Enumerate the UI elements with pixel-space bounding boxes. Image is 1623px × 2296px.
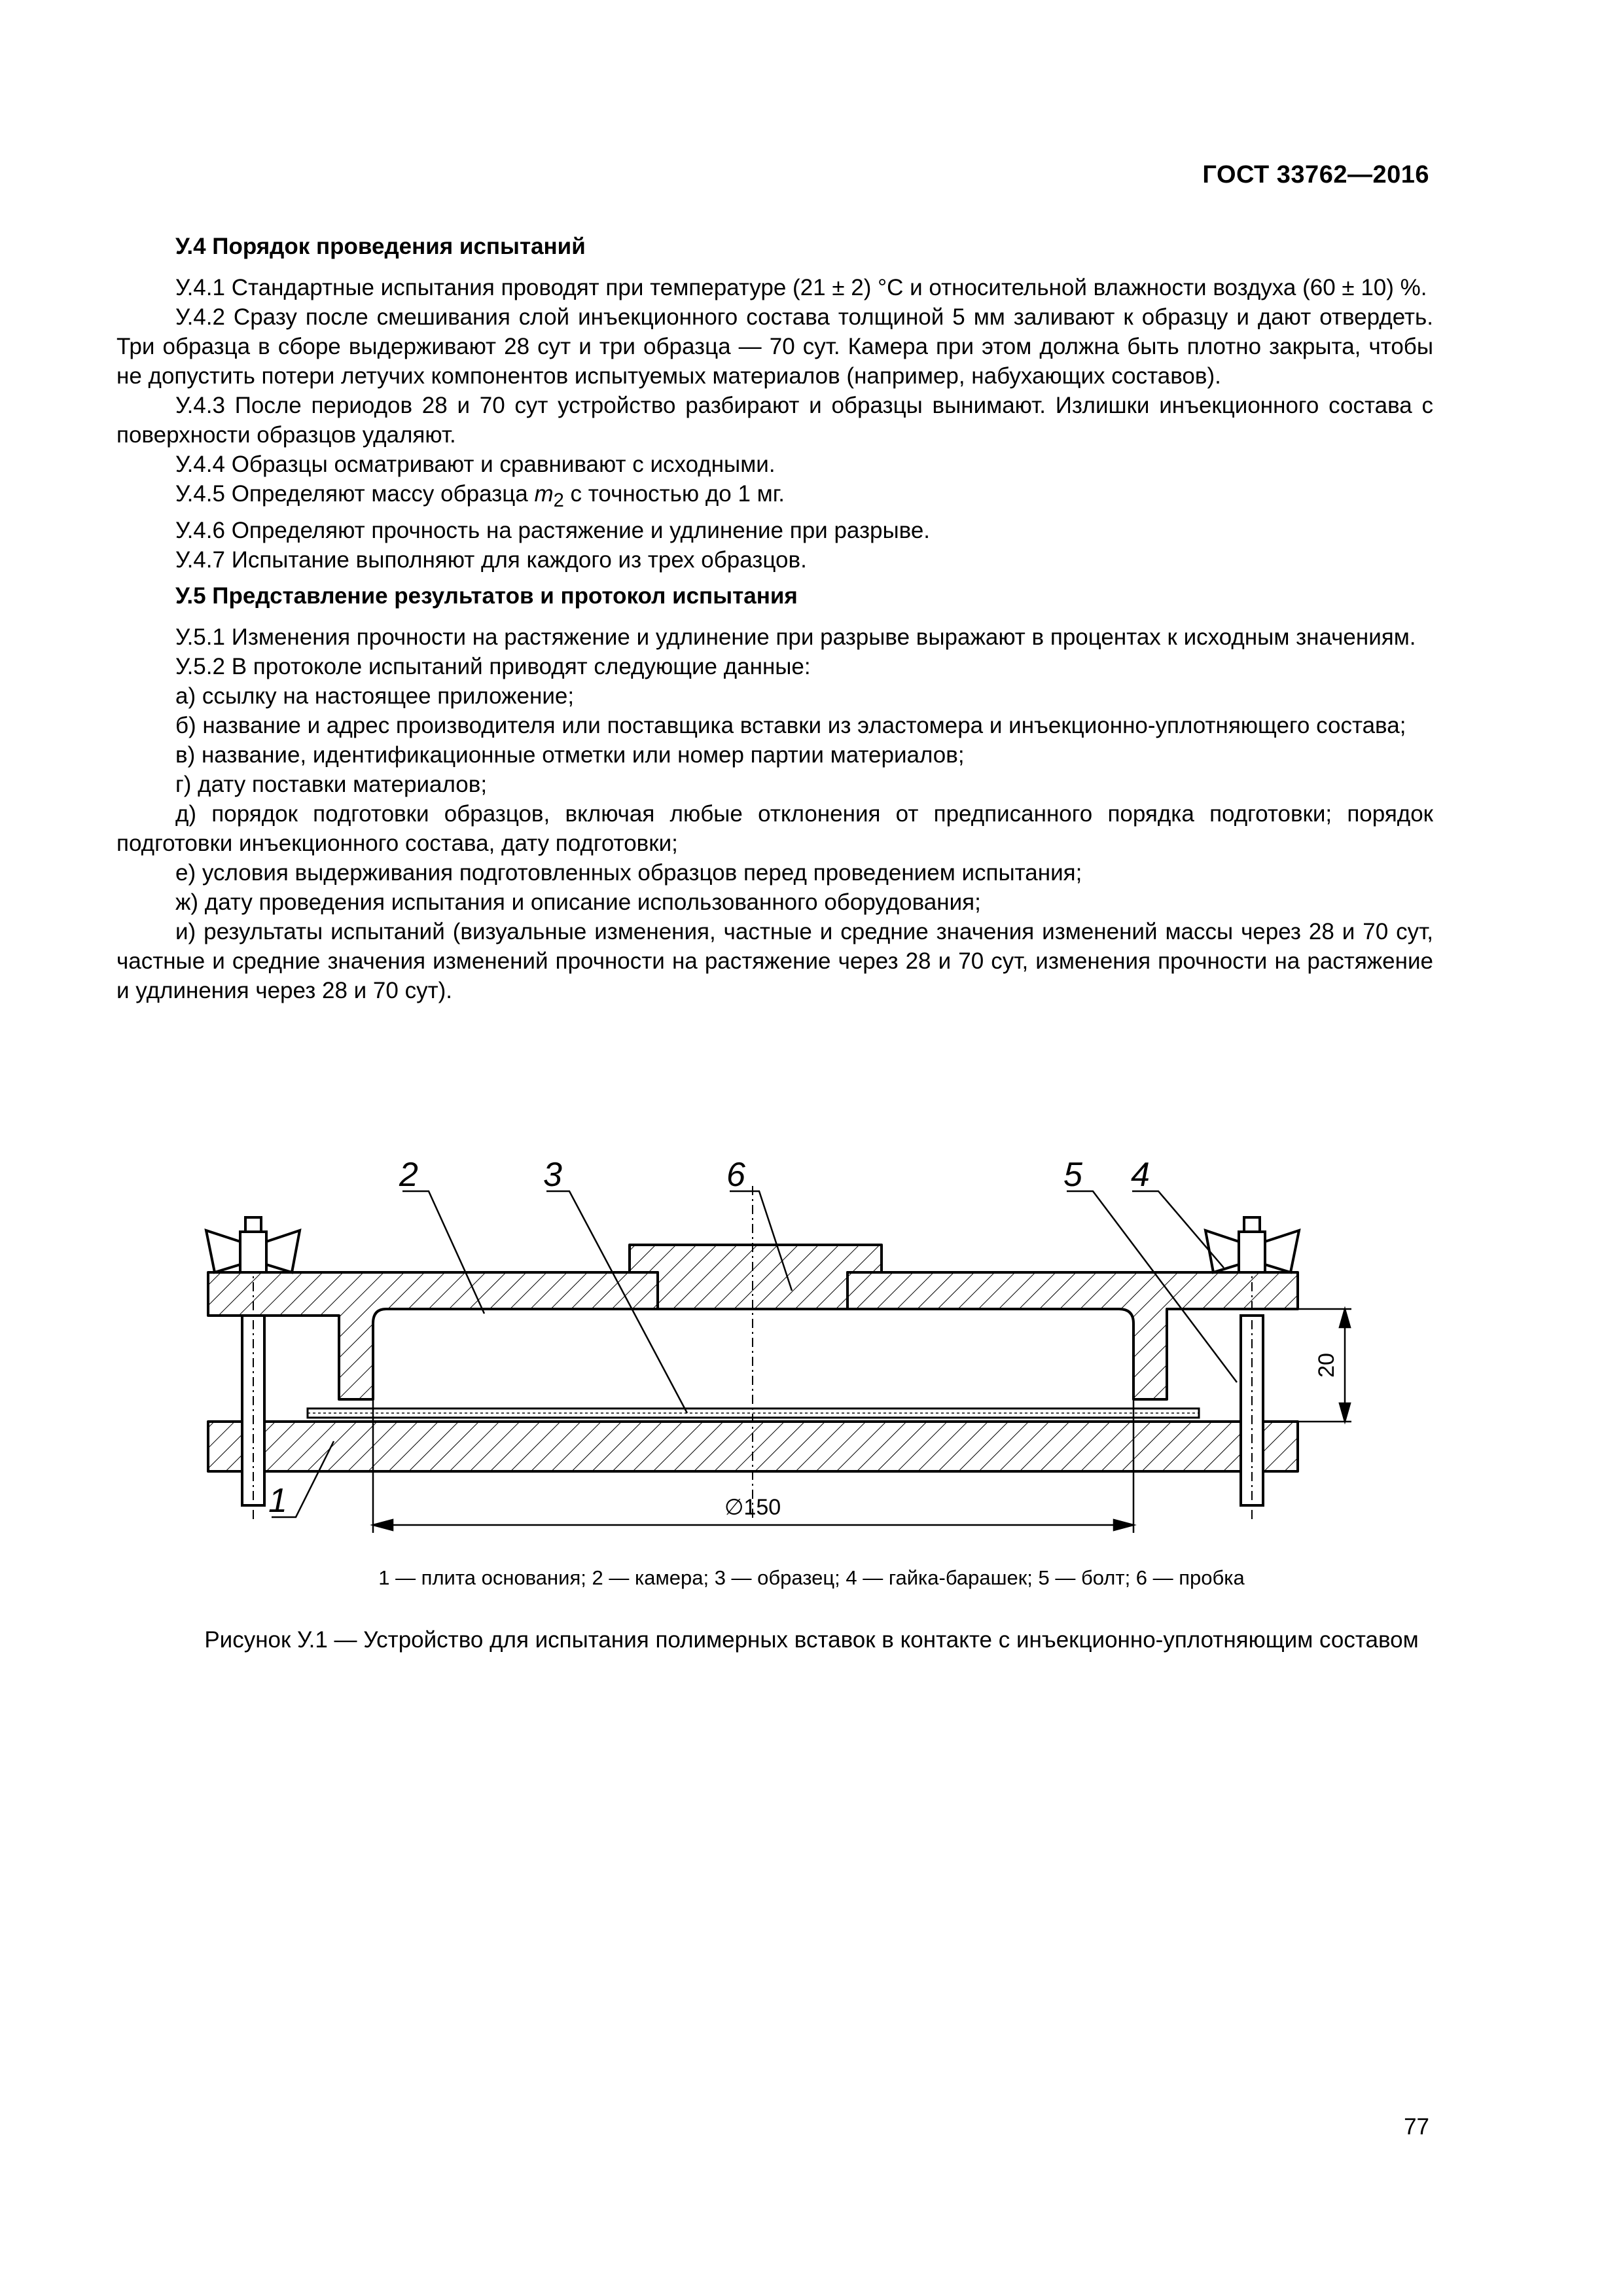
- document-body: [116, 232, 1433, 1005]
- list-item-g: г) дату поставки материалов;: [175, 772, 488, 797]
- plug: [630, 1245, 882, 1309]
- paragraph-u5-2: У.5.2 В протоколе испытаний приводят следующие данные:: [175, 654, 811, 679]
- callout-3: 3: [543, 1156, 562, 1194]
- chamber-left: [208, 1272, 658, 1399]
- callout-2: 2: [399, 1156, 418, 1194]
- paragraph-u4-5-text: У.4.5 Определяют массу образца: [175, 481, 535, 507]
- paragraph-u4-5-tail: с точностью до 1 мг.: [563, 481, 785, 507]
- mass-subscript: 2: [553, 490, 564, 511]
- callout-1: 1: [268, 1482, 287, 1520]
- wing-nut-left: [206, 1217, 300, 1272]
- callout-4: 4: [1131, 1156, 1150, 1194]
- list-item-v: в) название, идентификационные отметки или номер партии материалов;: [175, 742, 965, 768]
- list-item-e: е) условия выдерживания подготовленных образцов перед проведением испытания;: [175, 860, 1082, 886]
- figure-legend: 1 — плита основания; 2 — камера; 3 — образец; 4 — гайка-барашек; 5 — болт; 6 — пробка: [378, 1566, 1245, 1589]
- paragraph-u4-3: У.4.3 После периодов 28 и 70 сут устройство разбирают и образцы вынимают. Излишки инъекционного состава с поверхности образцов удаляют.: [116, 393, 1433, 448]
- height-dimension-label: 20: [1314, 1353, 1339, 1378]
- list-item-b: б) название и адрес производителя или поставщика вставки из эластомера и инъекционно-уплотняющего состава;: [175, 713, 1406, 738]
- list-item-i: и) результаты испытаний (визуальные изменения, частные и средние значения изменений массы через 28 и 70 сут, частные и средние значения изменений прочности на растяжение через 28 и 70 сут, изменения прочности на растяжение и удлинения через 28 и 70 сут).: [116, 919, 1433, 1003]
- document-code: ГОСТ 33762—2016: [1202, 161, 1429, 188]
- device-drawing-svg: [177, 1153, 1368, 1579]
- mass-symbol: m: [534, 481, 554, 507]
- figure-caption: Рисунок У.1 — Устройство для испытания полимерных вставок в контакте с инъекционно-уплотняющим составом: [204, 1627, 1419, 1653]
- wing-nut-right: [1205, 1217, 1299, 1272]
- list-item-d: д) порядок подготовки образцов, включая любые отклонения от предписанного порядка подготовки; порядок подготовки инъекционного состава, дату подготовки;: [116, 801, 1433, 856]
- callout-6: 6: [726, 1156, 745, 1194]
- diameter-dimension-label: ∅150: [724, 1495, 781, 1520]
- chamber-right: [847, 1272, 1298, 1399]
- figure-u1-drawing: [177, 1153, 1368, 1579]
- paragraph-u4-1: У.4.1 Стандартные испытания проводят при температуре (21 ± 2) °С и относительной влажности воздуха (60 ± 10) %.: [175, 275, 1427, 300]
- paragraph-u4-4: У.4.4 Образцы осматривают и сравнивают с исходными.: [175, 452, 776, 477]
- section-heading-u5: У.5 Представление результатов и протокол испытания: [175, 583, 798, 609]
- paragraph-u4-5: [116, 479, 1433, 516]
- callout-5: 5: [1063, 1156, 1082, 1194]
- list-item-zh: ж) дату проведения испытания и описание использованного оборудования;: [175, 889, 981, 915]
- list-item-a: а) ссылку на настоящее приложение;: [175, 683, 575, 709]
- paragraph-u4-6: У.4.6 Определяют прочность на растяжение и удлинение при разрыве.: [175, 518, 931, 543]
- page-number: 77: [1404, 2114, 1429, 2140]
- paragraph-u4-7: У.4.7 Испытание выполняют для каждого из трех образцов.: [175, 547, 807, 573]
- paragraph-u5-1: У.5.1 Изменения прочности на растяжение и удлинение при разрыве выражают в процентах к исходным значениям.: [175, 624, 1416, 650]
- paragraph-u4-2: У.4.2 Сразу после смешивания слой инъекционного состава толщиной 5 мм заливают к образцу и дают отвердеть. Три образца в сборе выдерживают 28 сут и три образца — 70 сут. Камера при этом должна быть плотно закрыта, чтобы не допустить потери летучих компонентов испытуемых материалов (например, набухающих составов).: [116, 304, 1433, 389]
- section-heading-u4: У.4 Порядок проведения испытаний: [175, 234, 586, 259]
